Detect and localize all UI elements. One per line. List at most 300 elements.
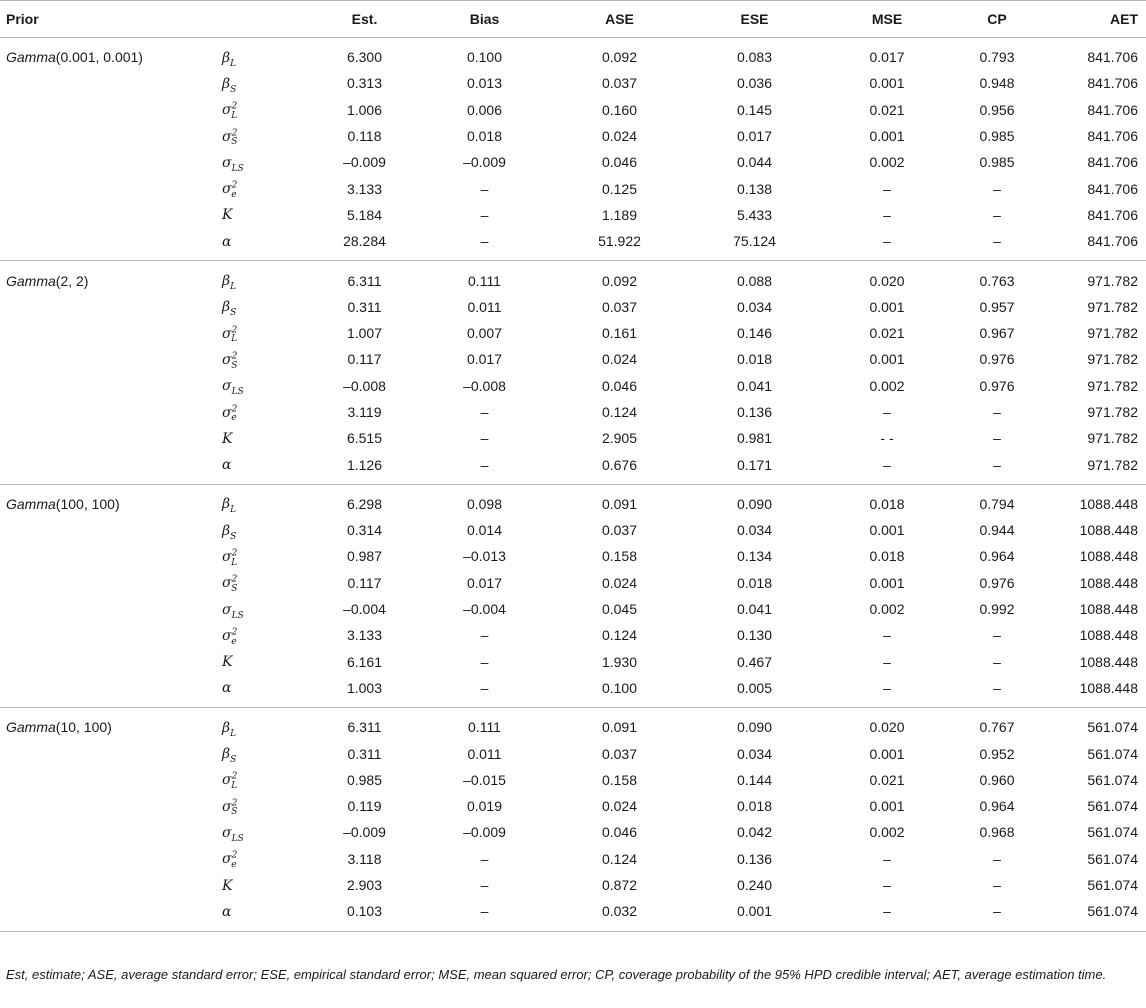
param-base: β (222, 49, 231, 66)
cp-cell: 0.794 (979, 495, 1015, 512)
parameter-symbol (222, 570, 312, 596)
bias-cell: – (480, 206, 489, 223)
table-row (0, 228, 1146, 261)
mse-cell: 0.001 (869, 75, 905, 92)
cp-cell: 0.964 (979, 548, 1015, 565)
ase-cell: 0.024 (601, 128, 638, 145)
parameter-symbol (222, 149, 312, 175)
table-row (0, 399, 1146, 425)
header-bias: Bias (417, 1, 552, 38)
ese-cell: 0.136 (736, 404, 773, 420)
mse-cell: 0.018 (869, 548, 905, 565)
ese-cell: 0.034 (736, 745, 773, 762)
aet-cell: 1088.448 (1079, 653, 1138, 670)
ase-cell: 0.100 (552, 675, 687, 708)
param-sub: S (230, 754, 237, 765)
table-row (0, 596, 1146, 622)
parameter-symbol (222, 294, 312, 320)
ese-cell: 0.144 (736, 771, 773, 788)
bias-cell: 0.111 (468, 719, 501, 736)
param-sub: S (231, 137, 238, 148)
mse-cell: 0.021 (869, 101, 905, 118)
aet-cell: 971.782 (1087, 272, 1138, 289)
prior-args: (100, 100) (55, 495, 120, 512)
cp-cell: 0.976 (979, 574, 1015, 591)
header-prior: Prior (0, 1, 222, 38)
parameter-symbol (222, 740, 312, 766)
aet-cell: 971.782 (1087, 430, 1138, 447)
mse-cell: 0.001 (869, 745, 905, 762)
ese-cell: 0.044 (736, 154, 773, 171)
est-cell: 0.103 (312, 898, 417, 931)
mse-cell: – (883, 653, 891, 670)
ase-cell: 0.124 (601, 404, 638, 420)
table-row (0, 819, 1146, 845)
ase-cell: 0.046 (601, 824, 638, 841)
est-cell: 1.126 (312, 451, 417, 484)
parameter-symbol (222, 425, 312, 451)
prior-cell (0, 97, 222, 123)
table-row (0, 622, 1146, 648)
param-sub: LS (231, 387, 244, 397)
parameter-symbol (222, 484, 312, 517)
ase-cell: 0.024 (601, 798, 638, 815)
prior-cell (0, 70, 222, 96)
aet-cell: 841.706 (1087, 49, 1138, 66)
ase-cell: 0.091 (601, 495, 638, 512)
param-sub: e (231, 636, 237, 647)
mse-cell: – (883, 627, 891, 644)
mse-cell: – (822, 898, 952, 931)
param-sub: L (231, 557, 238, 568)
parameter-symbol (222, 175, 312, 201)
ese-cell: 0.134 (736, 548, 773, 565)
param-base: K (222, 207, 233, 224)
parameter-symbol (222, 97, 312, 123)
cp-cell: – (993, 206, 1001, 223)
est-cell: 6.298 (346, 495, 383, 512)
ese-cell: 0.034 (736, 298, 773, 315)
cp-cell: 0.985 (979, 154, 1015, 171)
bias-cell: –0.004 (463, 601, 506, 618)
mse-cell: – (883, 850, 891, 867)
bias-cell: – (480, 180, 489, 197)
ese-cell: 0.467 (736, 653, 773, 670)
ase-cell: 0.676 (552, 451, 687, 484)
header-mse: MSE (822, 1, 952, 38)
prior-cell (0, 872, 222, 898)
param-sup: 2 (231, 101, 238, 112)
ese-cell: 0.145 (736, 101, 773, 118)
header-row (0, 1, 1146, 38)
table-row (0, 320, 1146, 346)
est-cell: 0.313 (346, 75, 383, 92)
ase-cell: 0.160 (601, 101, 638, 118)
param-base: σ (222, 824, 232, 841)
bias-cell: 0.018 (466, 128, 503, 145)
header-param (222, 1, 312, 38)
bias-cell: 0.017 (466, 351, 503, 368)
ese-cell: 0.138 (736, 180, 773, 197)
mse-cell: 0.021 (869, 325, 905, 342)
cp-cell: 0.957 (979, 298, 1015, 315)
prior-name: Gamma (6, 719, 56, 736)
bias-cell: 0.019 (466, 798, 503, 815)
ase-cell: 0.037 (601, 745, 638, 762)
ese-cell: 0.083 (736, 49, 773, 66)
parameter-symbol (222, 793, 312, 819)
bias-cell: – (480, 404, 489, 420)
parameter-symbol (222, 675, 312, 708)
aet-cell: 1088.448 (1079, 522, 1138, 539)
est-cell: –0.004 (343, 601, 386, 618)
mse-cell: – (822, 228, 952, 261)
table-row (0, 425, 1146, 451)
mse-cell: 0.021 (869, 771, 905, 788)
cp-cell: 0.960 (979, 771, 1015, 788)
param-sub: e (231, 189, 237, 200)
param-base: β (222, 496, 231, 513)
cp-cell: 0.793 (979, 49, 1015, 66)
prior-name: Gamma (6, 495, 56, 512)
param-base: σ (222, 548, 232, 565)
aet-cell: 841.706 (1087, 206, 1138, 223)
aet-cell: 561.074 (1087, 850, 1138, 867)
parameter-symbol (222, 320, 312, 346)
ese-cell: 75.124 (687, 228, 822, 261)
cp-cell: 0.956 (979, 101, 1015, 118)
bias-cell: – (417, 228, 552, 261)
ese-cell: 0.130 (736, 627, 773, 644)
bias-cell: –0.009 (463, 824, 506, 841)
est-cell: 0.117 (347, 351, 382, 368)
aet-cell: 561.074 (1087, 745, 1138, 762)
param-base: σ (222, 575, 232, 592)
param-base: σ (222, 627, 232, 644)
est-cell: –0.008 (343, 377, 386, 394)
ase-cell: 0.092 (601, 49, 638, 66)
table-row (0, 346, 1146, 372)
aet-cell: 1088.448 (1042, 675, 1146, 708)
prior-cell (0, 819, 222, 845)
header-ese: ESE (687, 1, 822, 38)
mse-cell: 0.001 (869, 298, 905, 315)
ase-cell: 51.922 (552, 228, 687, 261)
prior-cell (0, 484, 222, 517)
ase-cell: 0.037 (601, 75, 638, 92)
param-sup: 2 (231, 850, 238, 861)
ase-cell: 0.046 (601, 377, 638, 394)
mse-cell: – (883, 877, 891, 894)
cp-cell: – (952, 228, 1042, 261)
table-row (0, 373, 1146, 399)
cp-cell: – (993, 180, 1001, 197)
parameter-symbol (222, 622, 312, 648)
bias-cell: 0.011 (467, 745, 502, 762)
mse-cell: – (883, 404, 891, 420)
est-cell: 1.006 (346, 101, 383, 118)
cp-cell: 0.968 (979, 824, 1015, 841)
est-cell: 6.161 (346, 653, 383, 670)
aet-cell: 561.074 (1087, 719, 1138, 736)
param-sub: S (230, 308, 237, 319)
prior-cell (0, 346, 222, 372)
param-base: σ (222, 325, 232, 342)
param-base: σ (222, 851, 232, 868)
table-row (0, 675, 1146, 708)
parameter-symbol (222, 708, 312, 741)
parameter-symbol (222, 543, 312, 569)
parameter-symbol (222, 846, 312, 872)
mse-cell: 0.001 (869, 128, 905, 145)
ase-cell: 0.032 (552, 898, 687, 931)
table-row (0, 793, 1146, 819)
param-sup: 2 (231, 403, 238, 414)
bias-cell: –0.008 (463, 377, 506, 394)
table-row (0, 175, 1146, 201)
table-row (0, 708, 1146, 741)
est-cell: 1.003 (312, 675, 417, 708)
parameter-symbol (222, 399, 312, 425)
est-cell: 3.118 (347, 850, 382, 867)
ase-cell: 0.045 (601, 601, 638, 618)
est-cell: 28.284 (312, 228, 417, 261)
est-cell: 2.903 (346, 877, 383, 894)
ase-cell: 0.091 (601, 719, 638, 736)
aet-cell: 1088.448 (1079, 495, 1138, 512)
prior-cell (0, 740, 222, 766)
ese-cell: 0.240 (736, 877, 773, 894)
param-sub: L (231, 334, 238, 345)
ase-cell: 0.024 (601, 574, 638, 591)
param-base: β (222, 299, 231, 316)
aet-cell: 841.706 (1087, 128, 1138, 145)
cp-cell: 0.985 (979, 128, 1015, 145)
aet-cell: 561.074 (1087, 877, 1138, 894)
prior-args: (0.001, 0.001) (55, 49, 143, 66)
header-est: Est. (312, 1, 417, 38)
mse-cell: – (883, 206, 891, 223)
ese-cell: 0.171 (687, 451, 822, 484)
ase-cell: 0.092 (601, 272, 638, 289)
prior-args: (2, 2) (55, 272, 89, 289)
ase-cell: 0.124 (601, 850, 638, 867)
est-cell: 3.119 (347, 404, 382, 420)
ese-cell: 0.090 (736, 495, 773, 512)
table-row (0, 149, 1146, 175)
aet-cell: 841.706 (1087, 180, 1138, 197)
cp-cell: – (952, 898, 1042, 931)
est-cell: 0.311 (347, 745, 382, 762)
est-cell: –0.009 (343, 824, 386, 841)
cp-cell: 0.976 (979, 351, 1015, 368)
param-sup: 2 (231, 324, 238, 335)
header-ase: ASE (552, 1, 687, 38)
param-sub: e (231, 413, 237, 424)
ase-cell: 0.024 (601, 351, 638, 368)
table-row (0, 649, 1146, 675)
param-base: α (222, 457, 232, 474)
parameter-symbol (222, 70, 312, 96)
bias-cell: – (480, 627, 489, 644)
table-row (0, 898, 1146, 931)
ese-cell: 0.088 (736, 272, 773, 289)
parameter-symbol (222, 346, 312, 372)
prior-args: (10, 100) (55, 719, 112, 736)
ese-cell: 0.041 (736, 377, 773, 394)
cp-cell: 0.976 (979, 377, 1015, 394)
param-base: β (222, 273, 231, 290)
table-footnote: Est, estimate; ASE, average standard error; ESE, empirical standard error; MSE, mean squared error; CP, coverage probability of the 95% HPD credible interval; AET, average estimation time. (6, 967, 1107, 982)
prior-cell (0, 202, 222, 228)
bias-cell: – (417, 675, 552, 708)
parameter-symbol (222, 123, 312, 149)
ese-cell: 0.981 (736, 430, 773, 447)
ese-cell: 0.005 (687, 675, 822, 708)
parameter-symbol (222, 261, 312, 294)
ase-cell: 0.161 (601, 325, 638, 342)
prior-cell (0, 543, 222, 569)
ase-cell: 1.930 (601, 653, 638, 670)
prior-cell (0, 793, 222, 819)
prior-cell (0, 425, 222, 451)
prior-cell (0, 38, 222, 71)
param-sub: L (230, 505, 237, 516)
ese-cell: 0.041 (736, 601, 773, 618)
est-cell: 0.985 (346, 771, 383, 788)
param-sub: S (231, 807, 238, 818)
param-base: α (222, 680, 232, 697)
param-sup: 2 (231, 180, 238, 191)
est-cell: 1.007 (346, 325, 383, 342)
param-sub: L (230, 281, 237, 292)
param-sub: L (231, 111, 238, 122)
mse-cell: 0.001 (869, 351, 905, 368)
ase-cell: 2.905 (601, 430, 638, 447)
table-row (0, 517, 1146, 543)
table-row (0, 451, 1146, 484)
param-base: α (222, 903, 232, 920)
table-row (0, 38, 1146, 71)
table-row (0, 570, 1146, 596)
prior-cell (0, 149, 222, 175)
est-cell: 3.133 (346, 180, 383, 197)
prior-cell (0, 228, 222, 261)
cp-cell: – (952, 451, 1042, 484)
prior-cell (0, 708, 222, 741)
mse-cell: 0.002 (869, 377, 905, 394)
parameter-symbol (222, 596, 312, 622)
prior-cell (0, 675, 222, 708)
header-cp: CP (952, 1, 1042, 38)
prior-cell (0, 451, 222, 484)
aet-cell: 971.782 (1087, 325, 1138, 342)
mse-cell: – (822, 675, 952, 708)
param-base: σ (222, 102, 232, 119)
ase-cell: 0.125 (601, 180, 638, 197)
aet-cell: 1088.448 (1079, 601, 1138, 618)
est-cell: 0.118 (347, 128, 382, 145)
ase-cell: 0.037 (601, 298, 638, 315)
ese-cell: 0.042 (736, 824, 773, 841)
est-cell: 0.311 (347, 298, 382, 315)
bias-cell: – (480, 653, 489, 670)
param-base: K (222, 654, 233, 671)
ase-cell: 0.158 (601, 771, 638, 788)
param-sup: 2 (231, 127, 238, 138)
parameter-symbol (222, 451, 312, 484)
est-cell: 6.515 (346, 430, 383, 447)
aet-cell: 561.074 (1087, 771, 1138, 788)
prior-cell (0, 570, 222, 596)
est-cell: 6.311 (347, 719, 382, 736)
prior-cell (0, 320, 222, 346)
table-row (0, 70, 1146, 96)
bias-cell: – (417, 451, 552, 484)
ase-cell: 0.872 (601, 877, 638, 894)
table-row (0, 740, 1146, 766)
bias-cell: – (480, 877, 489, 894)
bias-cell: 0.100 (466, 49, 503, 66)
cp-cell: – (993, 430, 1001, 447)
est-cell: 6.311 (347, 272, 382, 289)
prior-cell (0, 622, 222, 648)
cp-cell: – (993, 877, 1001, 894)
param-sub: S (231, 360, 238, 371)
param-sub: S (230, 84, 237, 95)
ese-cell: 0.136 (736, 850, 773, 867)
param-sup: 2 (231, 351, 238, 362)
param-base: σ (222, 378, 232, 395)
ese-cell: 0.018 (736, 574, 773, 591)
header-aet: AET (1042, 1, 1146, 38)
param-sup: 2 (231, 548, 238, 559)
ese-cell: 0.018 (736, 351, 773, 368)
ase-cell: 0.124 (601, 627, 638, 644)
aet-cell: 1088.448 (1079, 627, 1138, 644)
bias-cell: 0.007 (466, 325, 503, 342)
cp-cell: 0.952 (979, 745, 1015, 762)
param-sub: LS (231, 833, 244, 844)
est-cell: 0.119 (347, 798, 382, 815)
table-row (0, 872, 1146, 898)
param-base: σ (222, 798, 232, 815)
aet-cell: 971.782 (1087, 351, 1138, 368)
mse-cell: 0.001 (869, 522, 905, 539)
mse-cell: 0.002 (869, 824, 905, 841)
bias-cell: –0.009 (463, 154, 506, 171)
prior-cell (0, 846, 222, 872)
cp-cell: 0.964 (979, 798, 1015, 815)
cp-cell: – (993, 627, 1001, 644)
prior-cell (0, 294, 222, 320)
ese-cell: 5.433 (736, 206, 773, 223)
cp-cell: 0.767 (979, 719, 1015, 736)
bias-cell: – (417, 898, 552, 931)
prior-cell (0, 517, 222, 543)
table-row (0, 846, 1146, 872)
cp-cell: 0.967 (979, 325, 1015, 342)
aet-cell: 971.782 (1042, 451, 1146, 484)
bias-cell: 0.098 (466, 495, 503, 512)
parameter-symbol (222, 228, 312, 261)
parameter-symbol (222, 38, 312, 71)
prior-cell (0, 399, 222, 425)
param-base: β (222, 746, 231, 763)
cp-cell: – (993, 653, 1001, 670)
table-row (0, 294, 1146, 320)
param-base: σ (222, 601, 232, 618)
